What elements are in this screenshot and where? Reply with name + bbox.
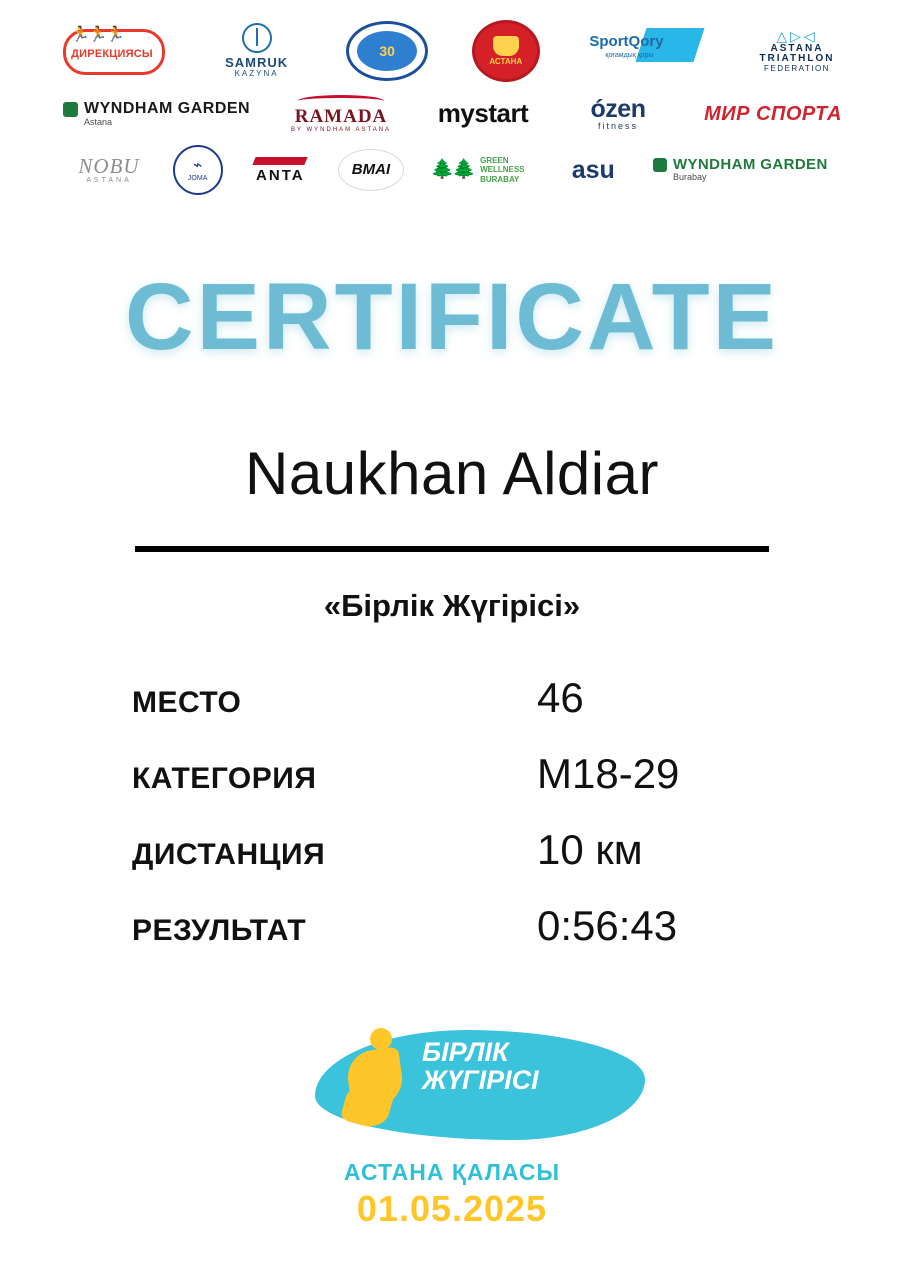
wyndham-astana-mark-icon [63,102,78,117]
ramada-swoosh-icon [298,95,384,107]
samruk-line1: SAMRUK [225,55,289,71]
samruk-kazyna-logo [211,23,303,79]
direkciyasy-label: ДИРЕКЦИЯСЫ [71,48,153,60]
results-table [132,674,772,950]
astana-triathlon-federation-logo [747,22,847,80]
joma-label: JOMA [187,174,208,182]
anta-logo [240,157,320,184]
mir-sporta-logo: МИР СПОРТА [704,102,842,125]
direkciyasy-logo [57,25,167,77]
sport-qory-logo [583,26,703,76]
badge-logo-line1: БІРЛІК [422,1037,509,1067]
asu-logo: asu [571,155,615,184]
astana-city-emblem-logo [472,20,540,82]
table-row [132,674,772,722]
badge-artwork [270,1008,630,1158]
wyndham-astana-label: WYNDHAM GARDEN [84,99,251,117]
joma-mark-icon: ⌁ [192,156,203,174]
sponsor-logo-strip [57,22,847,192]
nobu-logo [63,155,155,184]
anta-label: ANTA [256,166,305,184]
ramada-sublabel: BY WYNDHAM ASTANA [290,126,392,133]
result-label-distance: ДИСТАНЦИЯ [132,838,326,871]
table-row [132,750,772,798]
ozen-fitness-logo [566,96,670,132]
triathlon-line1: ASTANA [770,42,824,54]
certificate-title: CERTIFICATE [125,264,779,370]
sponsor-row-1 [57,22,847,80]
green-wellness-line3: BURABAY [480,174,520,184]
triathlon-shapes-icon: △▷◁ [776,27,818,44]
badge-city: АСТАНА ҚАЛАСЫ [343,1159,561,1185]
event-badge [242,1008,662,1238]
mystart-logo: mystart [437,98,529,129]
astana-crest-icon [493,36,519,56]
emblem-30-label: 30 [357,31,417,71]
wyndham-astana-sublabel: Astana [84,116,113,127]
bmai-logo: BMAI [338,149,404,191]
wyndham-burabay-mark-icon [653,158,667,172]
sponsor-row-3 [57,148,859,192]
wyndham-garden-burabay-logo [653,157,853,182]
wyndham-burabay-label: WYNDHAM GARDEN [672,156,828,174]
green-wellness-line1: GREEN [480,156,509,166]
wyndham-burabay-sublabel: Burabay [672,172,707,183]
samruk-mark-icon [242,23,272,53]
green-wellness-line2: WELLNESS [480,165,525,175]
event-name: «Бірлік Жүгірісі» [323,588,581,623]
divider [135,546,769,552]
ramada-label: RAMADA [294,105,388,127]
triathlon-line3: FEDERATION [763,63,830,73]
nobu-sublabel: ASTANA [86,177,132,185]
result-label-category: КАТЕГОРИЯ [132,762,317,795]
triathlon-line2: TRIATHLON [759,53,835,65]
result-value-category: M18-29 [537,750,680,797]
sport-qory-label: SportQory [589,33,664,50]
sport-qory-sublabel: қоғамдық қоры [605,52,654,59]
sponsor-row-2 [57,94,859,134]
ozen-sublabel: fitness [597,121,638,132]
ramada-logo [282,95,400,133]
result-value-distance: 10 км [537,826,643,873]
runner-icon [328,1026,424,1136]
badge-logo-text [422,1038,612,1095]
result-value-time: 0:56:43 [537,902,678,949]
badge-logo-line2: ЖҮГІРІСІ [422,1065,539,1096]
kazakhstan-30-emblem-logo [346,21,428,81]
ozen-label: ózen [590,95,646,124]
table-row [132,902,772,950]
green-wellness-trees-icon: 🌲🌲 [430,159,475,181]
table-row [132,826,772,874]
badge-date: 01.05.2025 [356,1188,548,1229]
astana-label: АСТАНА [489,56,523,66]
nobu-label: NOBU [78,154,140,179]
green-wellness-burabay-logo [422,156,534,184]
direkciyasy-runners-icon: 🏃🏃🏃 [71,26,125,43]
result-label-place: МЕСТО [132,686,242,719]
result-value-place: 46 [537,674,584,721]
joma-logo [173,145,223,195]
athlete-name: Naukhan Aldiar [245,440,659,507]
wyndham-garden-astana-logo [63,96,259,132]
anta-mark-icon [253,157,308,165]
samruk-line2: KAZYNA [234,69,279,79]
result-label-time: РЕЗУЛЬТАТ [132,914,307,947]
